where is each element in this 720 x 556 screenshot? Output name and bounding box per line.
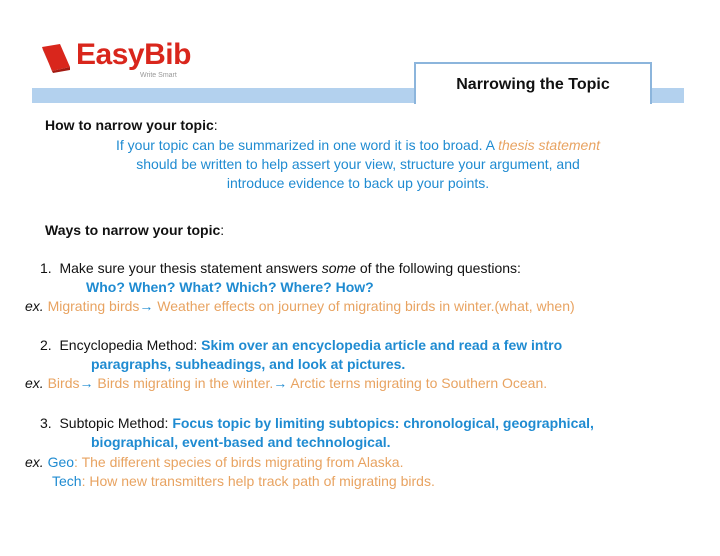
item-3-desc-line2: biographical, event-based and technological. [91,434,391,450]
item-1-text: Make sure your thesis statement answers [59,260,322,276]
example-narrow-topic: Arctic terns migrating to Southern Ocean. [290,375,548,391]
item-2-desc-line2: paragraphs, subheadings, and look at pictures. [91,356,406,372]
example-narrow-topic: Weather effects on journey of migrating birds in winter.(what, when) [157,298,575,314]
item-2-number: 2. [40,337,52,353]
tech-example-text: : How new transmitters help track path of migrating birds. [81,473,435,489]
page-title: Narrowing the Topic [456,76,610,93]
logo-tagline: Write Smart [140,72,177,79]
example-broad-topic: Migrating birds [47,298,140,314]
thesis-statement-term: thesis statement [498,137,601,153]
item-1-number: 1. [40,260,52,276]
heading-colon: : [213,117,218,133]
arrow-right-icon: → [139,298,154,314]
item-1-questions: Who? When? What? Which? Where? How? [86,279,374,295]
item-2 [40,337,562,353]
section-heading-ways [45,222,224,238]
geo-example-text: : The different species of birds migrating from Alaska. [74,454,404,470]
item-2-desc-line1: Skim over an encyclopedia article and read a few intro [201,337,563,353]
title-tab [414,62,652,104]
item-3-number: 3. [40,415,52,431]
item-3-example-tech [52,473,435,489]
easybib-logo [40,40,200,84]
item-1-emphasis: some [321,260,356,276]
item-3-label: Subtopic Method: [59,415,173,431]
section-heading-ways-text: Ways to narrow your topic [45,222,221,238]
arrow-right-icon: → [273,375,288,391]
item-2-label: Encyclopedia Method: [59,337,202,353]
geo-label: Geo [47,454,75,470]
item-3-desc-line1: Focus topic by limiting subtopics: chronological, geographical, [172,415,594,431]
arrow-right-icon: → [79,375,94,391]
item-3 [40,415,594,431]
book-logo-icon [40,43,72,73]
example-label: ex. [25,298,44,314]
example-label: ex. [25,375,44,391]
intro-line2: should be written to help assert your view, structure your argument, and [136,156,580,172]
example-label: ex. [25,454,44,470]
heading-colon: : [220,222,225,238]
item-1-text-end: of the following questions: [355,260,521,276]
item-1 [40,260,521,276]
item-3-example-geo [25,454,403,470]
intro-line3: introduce evidence to back up your points. [226,175,490,191]
example-mid-topic: Birds migrating in the winter. [97,375,274,391]
tech-label: Tech [52,473,82,489]
item-1-example [25,298,575,314]
logo-brand-name: EasyBib [76,38,191,71]
example-broad-topic: Birds [47,375,80,391]
intro-paragraph [32,136,684,193]
section-heading-how-text: How to narrow your topic [45,117,214,133]
section-heading-how [45,117,218,133]
item-2-example [25,375,547,391]
intro-line1: If your topic can be summarized in one word it is too broad. A [115,137,499,153]
